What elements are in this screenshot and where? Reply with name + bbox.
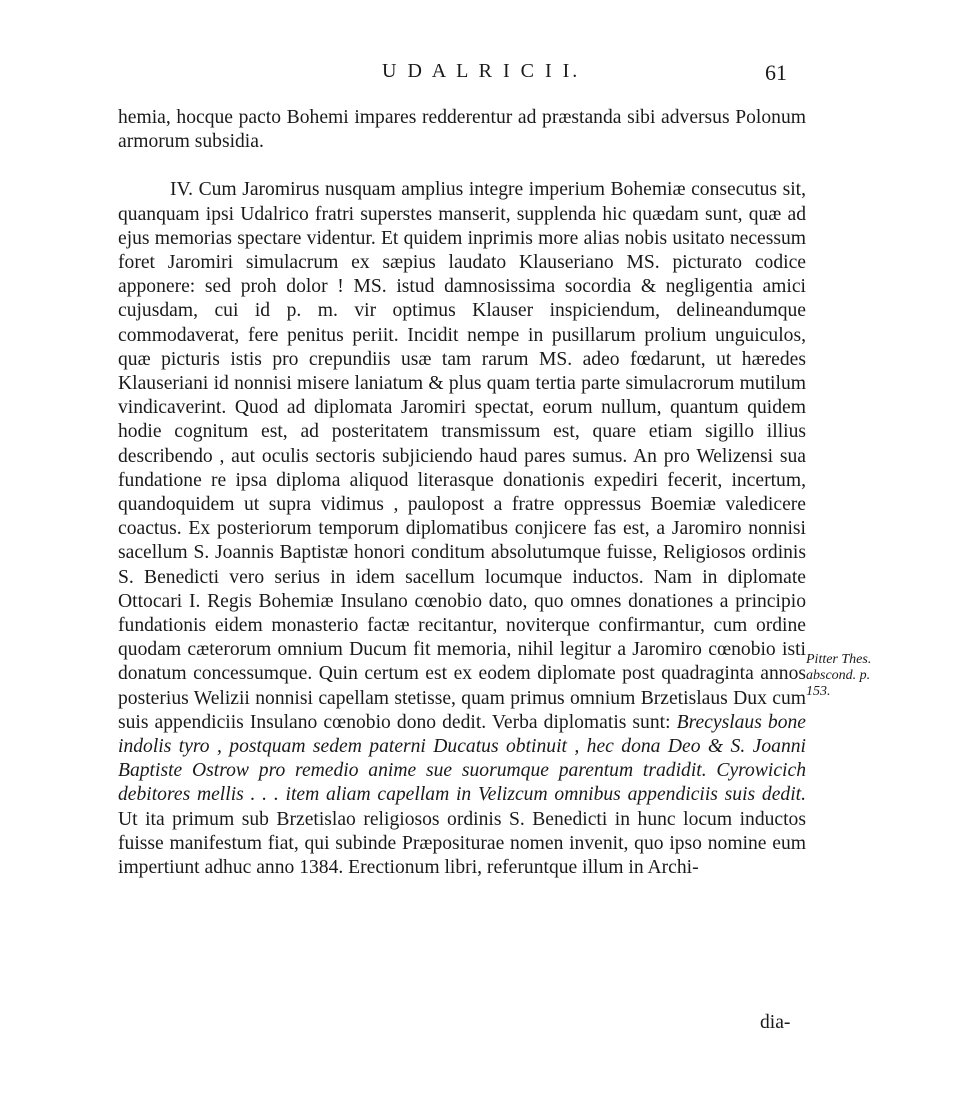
text-run: IV. Cum Jaromirus nusquam amplius integre imperium Bohemiæ consecutus sit, quanquam ipsi Udalrico fratri superstes manserit, supplenda hic quædam sunt, quæ ad ejus memorias spectare videntur. Et quidem inprimis more alias nobis usitato necessum foret Jaromiri simulacrum ex sæpius laudato Klauseriano MS. picturato codice apponere: sed proh dolor ! MS. istud damnosissima socordia & negligentia amici cujusdam, cui id p. m. vir optimus Klauser inspiciendum, delineandumque commodaverat, fere penitus periit. Incidit nempe in pusillarum prolium unguiculos, quæ picturis istis pro crepundiis usæ tam rarum MS. adeo fœdarunt, ut hæredes Klauseriani id nonnisi misere laniatum & plus quam tertia parte simulacrorum mutilum vindicaverint. Quod ad diplomata Jaromiri spectat, eorum nullum, quantum quidem hodie cognitum est, ad posteritatem transmissum est, quare etiam sigillo illius describendo , aut oculis sectoris subjiciendo haud pares sumus. An pro Welizensi sua fundatione re ipsa diploma aliquod literasque donationis expediri fecerit, incertum, quandoquidem ut supra vidimus , paulopost a fratre oppressus Boemiæ valedicere coactus. Ex posteriorum temporum diplomatibus conjicere fas est, a Jaromiro nonnisi sacellum S. Joannis Baptistæ honori conditum absolutumque fuisse, Religiosos ordinis S. Benedicti vero serius in idem sacellum locumque inductos. Nam in diplomate Ottocari I. Regis Bohemiæ Insulano cœnobio dato, quo omnes donationes a principio fundationis eidem monasterio factæ recitantur, noviterque confirmantur, cum ordine quodam cæterorum omnium Ducum fit memoria, nihil legitur a Jaromiro cœnobio isti donatum concessumque. Quin certum est ex eodem diplomate post quadraginta annos posterius Welizii nonnisi capellam stetisse, quam primus omnium Brzetislaus Dux cum suis appendiciis Insulano cœnobio dono dedit. Verba diplomatis sunt: (118, 179, 806, 733)
text-run: hemia, hocque pacto Bohemi impares redderentur ad præstanda sibi adversus Polonum armorum subsidia. (118, 107, 806, 153)
page-number: 61 (765, 60, 787, 85)
catchword: dia- (760, 1012, 791, 1033)
running-head (0, 60, 960, 90)
paragraph (118, 178, 806, 880)
text-run: Ut ita primum sub Brzetislao religiosos ordinis S. Benedicti in hunc locum inductos fuisse manifestum fiat, qui subinde Præpositurae nomen invenit, quo ipso nomine eum impertiunt adhuc anno 1384. Erectionum libri, referuntque illum in Archi- (118, 808, 806, 879)
italic-quotation: Brecyslaus bone indolis tyro , postquam sedem paterni Ducatus obtinuit , hec dona Deo & S. Joanni Baptiste Ostrow pro remedio anime sue suorumque parentum tradidit. Cyrowicich debitores mellis . . . item aliam capellam in Velizcum omnibus appendiciis suis dedit. (118, 711, 806, 806)
paragraph (118, 106, 806, 154)
body-text (118, 106, 806, 880)
margin-note: Pitter Thes. abscond. p. 153. (806, 652, 872, 699)
running-title: U D A L R I C I I. (382, 60, 581, 82)
